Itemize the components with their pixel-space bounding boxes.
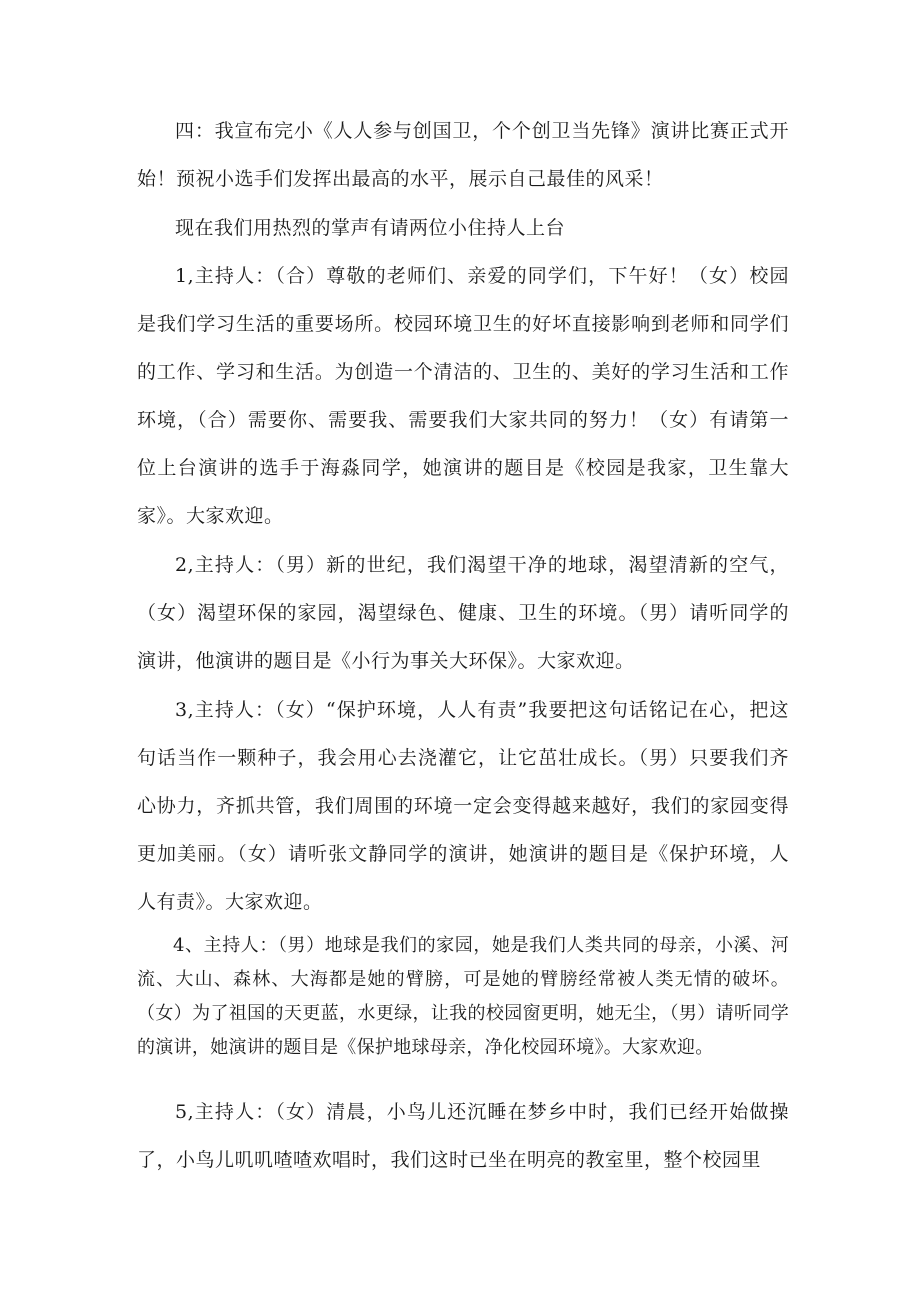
paragraph-host-2: 2,主持人：（男）新的世纪，我们渴望干净的地球，渴望清新的空气，（女）渴望环保的家园，渴望绿色、健康、卫生的环境。（男）请听同学的演讲，他演讲的题目是《小行为事关大环保》。大家欢迎。	[137, 554, 789, 672]
paragraph-host-1: 1,主持人：（合）尊敬的老师们、亲爱的同学们，下午好！（女）校园是我们学习生活的重要场所。校园环境卫生的好坏直接影响到老师和同学们的工作、学习和生活。为创造一个清洁的、卫生的、美好的学习生活和工作环境，（合）需要你、需要我、需要我们大家共同的努力！（女）有请第一位上台演讲的选手于海淼同学，她演讲的题目是《校园是我家，卫生靠大家》。大家欢迎。	[137, 265, 789, 527]
paragraph-opening: 四：我宣布完小《人人参与创国卫，个个创卫当先锋》演讲比赛正式开始！预祝小选手们发挥出最高的水平，展示自己最佳的风采！	[137, 120, 789, 190]
paragraph-host-4: 4、主持人：（男）地球是我们的家园，她是我们人类共同的母亲，小溪、河流、大山、森林、大海都是她的臂膀，可是她的臂膀经常被人类无情的破坏。（女）为了祖国的天更蓝，水更绿，让我的校园窗更明，她无尘，（男）请听同学的演讲，她演讲的题目是《保护地球母亲，净化校园环境》。大家欢迎。	[137, 935, 789, 1058]
paragraph-host-3: 3,主持人：（女）“保护环境，人人有责”我要把这句话铭记在心，把这句话当作一颗种子，我会用心去浇灌它，让它茁壮成长。（男）只要我们齐心协力，齐抓共管，我们周围的环境一定会变得越来越好，我们的家园变得更加美丽。（女）请听张文静同学的演讲，她演讲的题目是《保护环境，人人有责》。大家欢迎。	[137, 699, 789, 913]
paragraph-invite-hosts: 现在我们用热烈的掌声有请两位小住持人上台	[175, 217, 566, 239]
paragraph-host-5: 5,主持人：（女）清晨，小鸟儿还沉睡在梦乡中时，我们已经开始做操了，小鸟儿叽叽喳喳欢唱时，我们这时已坐在明亮的教室里，整个校园里	[137, 1101, 789, 1171]
